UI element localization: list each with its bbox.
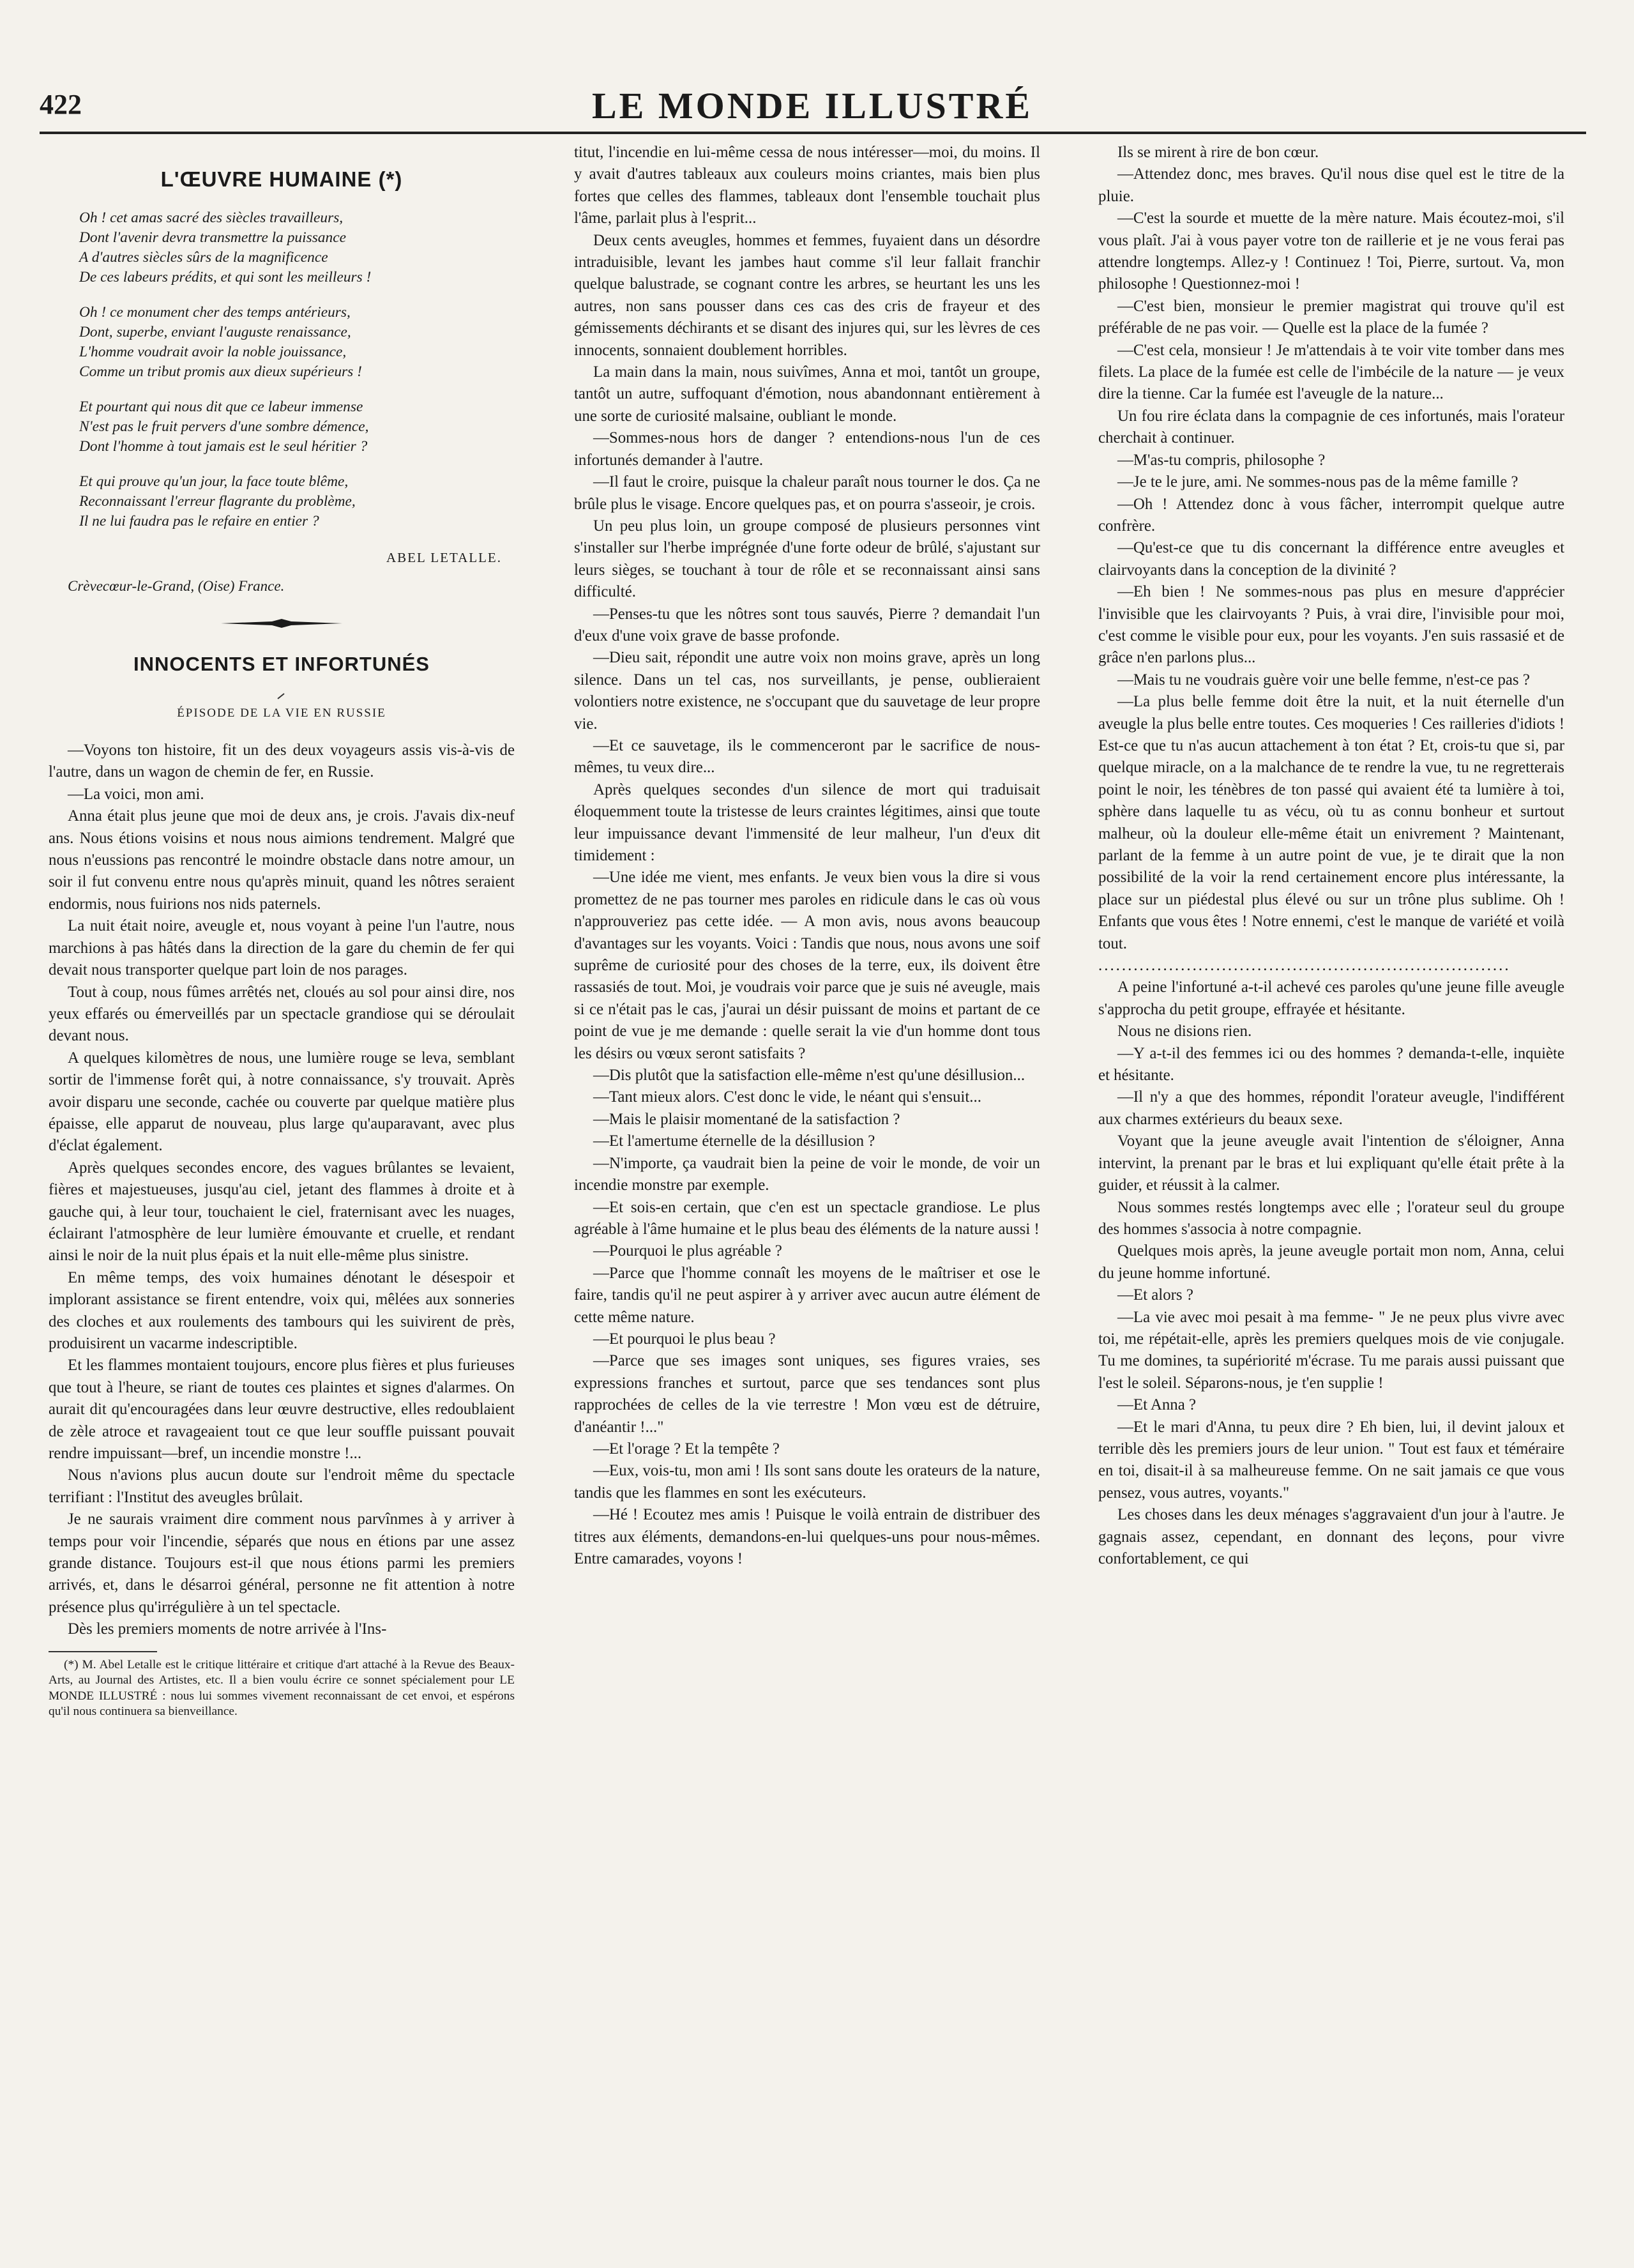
paragraph: —Parce que ses images sont uniques, ses figures vraies, ses expressions franches et surtout, parce que ses tendances sont plus rapprochées de celles de la vie terrestre ! Mon vœu est de détruire, d'anéantir !..." xyxy=(574,1352,1040,1436)
title-dash xyxy=(49,685,515,694)
paragraph: Je ne saurais vraiment dire comment nous parvînmes à y arriver à temps pour voir l'incendie, séparés que nous en étions par une assez grande distance. Toujours est-il que nous étions parmi les premiers arrivés, et, dans le désarroi général, personne ne fit attention à notre présence plus qu'irrégulière à un tel spectacle. xyxy=(49,1511,515,1616)
paragraph: Après quelques secondes d'un silence de mort qui traduisait éloquemment toute la tristesse de leurs craintes légitimes, ainsi que toute leur impuissance devant l'immensité de leur malheur, l'un d'eux dit timidement : xyxy=(574,780,1040,864)
paragraph: La nuit était noire, aveugle et, nous voyant à peine l'un l'autre, nous marchions à pas hâtés dans la direction de la gare du chemin de fer qui devait nous transporter quelque part loin de nos parages. xyxy=(49,917,515,979)
poem-stanza xyxy=(79,397,515,457)
paragraph: —Mais le plaisir momentané de la satisfaction ? xyxy=(593,1110,900,1128)
paragraph: En même temps, des voix humaines dénotant le désespoir et implorant assistance se firent entendre, voix qui, mêlées aux sonneries des cloches et aux roulements des tambours qui les suivirent de près, produisirent un vacarme indescriptible. xyxy=(49,1268,515,1352)
paragraph: Un fou rire éclata dans la compagnie de ces infortunés, mais l'orateur cherchait à continuer. xyxy=(1098,407,1564,447)
column-1 xyxy=(49,142,515,1719)
poem-body xyxy=(49,208,515,531)
column-1-text xyxy=(49,740,515,1641)
paragraph: —C'est bien, monsieur le premier magistrat qui trouve qu'il est préférable de ne pas voir. — Quelle est la place de la fumée ? xyxy=(1098,297,1564,337)
story-subtitle: ÉPISODE DE LA VIE EN RUSSIE xyxy=(177,706,386,720)
paragraph: —Une idée me vient, mes enfants. Je veux bien vous la dire si vous promettez de ne pas tourner mes paroles en ridicule dans le cas où vous n'approuveriez pas cette idée. — A mon avis, nous avons beaucoup d'avantages sur les voyants. Voici : Tandis que nous, nous avons une soif suprême de curiosité pour des choses de la terre, eux, ils doivent être rassasiés de tout. Moi, je voudrais voir parce que je suis né aveugle, mais si ce n'était pas le cas, j'aurai un désir puissant de moins et partant de ce point de vue je me demande : quelle serait la vie d'un homme dont tous les désirs ou vœux seront satisfaits ? xyxy=(574,869,1040,1062)
paragraph: Et les flammes montaient toujours, encore plus fières et plus furieuses que tout à l'heure, se riant de toutes ces plaintes et signes d'alarmes. On aurait dit qu'encouragées dans leur œuvre destructive, elles redoublaient de zèle atroce et ravageaient tout ce que leur souffle puissant pouvait rendre impuissant—bref, un incendie monstre !... xyxy=(49,1357,515,1463)
paragraph: —N'importe, ça vaudrait bien la peine de voir le monde, de voir un incendie monstre par exemple. xyxy=(574,1154,1040,1194)
paragraph: —Et ce sauvetage, ils le commenceront par le sacrifice de nous-mêmes, tu veux dire... xyxy=(574,736,1040,777)
footnote-rule xyxy=(49,1651,157,1652)
paragraph: —Et alors ? xyxy=(1117,1286,1193,1304)
poem-line: Dont l'homme à tout jamais est le seul héritier ? xyxy=(79,438,368,455)
paragraph: —Et l'orage ? Et la tempête ? xyxy=(593,1440,780,1457)
paragraph: —Eux, vois-tu, mon ami ! Ils sont sans doute les orateurs de la nature, tandis que les flammes en sont les exécuteurs. xyxy=(574,1462,1040,1502)
paragraph: —Tant mieux alors. C'est donc le vide, le néant qui s'ensuit... xyxy=(593,1088,981,1106)
poem-line: Et qui prouve qu'un jour, la face toute blême, xyxy=(79,473,349,491)
poem-line: N'est pas le fruit pervers d'une sombre démence, xyxy=(79,418,369,436)
poem-line: Oh ! ce monument cher des temps antérieurs, xyxy=(79,304,351,321)
paragraph: Tout à coup, nous fûmes arrêtés net, cloués au sol pour ainsi dire, nos yeux effarés ou émerveillés par un spectacle grandiose qui se déroulait devant nous. xyxy=(49,983,515,1045)
masthead: LE MONDE ILLUSTRÉ xyxy=(591,85,1033,126)
paragraph: —La plus belle femme doit être la nuit, et la nuit éternelle d'un aveugle la plus belle entre toutes. Ces moqueries ! Ces railleries d'idiots ! Est-ce que tu n'as aucun attachement à ton état ? Et, crois-tu que si, par quelque miracle, on a la malchance de te rendre la vue, tu ne regretterais point le noir, les ténèbres de ton passé qui avaient été ta lumière à toi, sphère dans laquelle tu as vécu, où tu as connu bonheur et surtout malheur, où la douleur elle-même était un enivrement ? Maintenant, parlant de la femme à un autre point de vue, je te dirait que la non possibilité de la voir la rend certainement encore plus intéressante, la place sur un piédestal plus élevé ou sur un trône plus sublime. Oh ! Enfants que vous êtes ! Notre ennemi, c'est le manque de variété et voilà tout. xyxy=(1098,693,1564,952)
paragraph: —Qu'est-ce que tu dis concernant la différence entre aveugles et clairvoyants dans la conception de la divinité ? xyxy=(1098,539,1564,579)
poem-line: Reconnaissant l'erreur flagrante du problème, xyxy=(79,493,356,510)
paragraph: —Je te le jure, ami. Ne sommes-nous pas de la même famille ? xyxy=(1117,473,1518,491)
paragraph: La main dans la main, nous suivîmes, Anna et moi, tantôt un groupe, tantôt un autre, suffoquant d'émotion, nous abandonnant entièrement à une sorte de curiosité malsaine, oubliant le monde. xyxy=(574,363,1040,425)
paragraph: —M'as-tu compris, philosophe ? xyxy=(1117,451,1326,469)
paragraph: Nous ne disions rien. xyxy=(1117,1023,1252,1040)
paragraph: Quelques mois après, la jeune aveugle portait mon nom, Anna, celui du jeune homme infortuné. xyxy=(1098,1242,1564,1282)
paragraph: Deux cents aveugles, hommes et femmes, fuyaient dans un désordre intraduisible, levant les jambes haut comme s'il leur fallait franchir quelque balustrade, se cognant contre les arbres, se heurtant les uns les autres, non sans pousser dans ces cas des cris de frayeur et des gémissements déchirants et se disant des injures qui, sur les lèvres de ces innocents, sonnaient doublement horribles. xyxy=(574,231,1040,359)
header-rule xyxy=(40,132,1586,134)
paragraph: —Et Anna ? xyxy=(1117,1396,1197,1414)
paragraph: —C'est la sourde et muette de la mère nature. Mais écoutez-moi, s'il vous plaît. J'ai à vous payer votre ton de raillerie et je ne vous ferai pas attendre longtemps. Allez-y ! Continuez ! Toi, Pierre, surtout. Va, mon philosophe ! Questionnez-moi ! xyxy=(1098,209,1564,293)
paragraph: Les choses dans les deux ménages s'aggravaient d'un jour à l'autre. Je gagnais assez, cependant, en donnant des leçons, pour vivre confortablement, ce qui xyxy=(1098,1506,1564,1567)
poem-line: Dont, superbe, enviant l'auguste renaissance, xyxy=(79,324,351,341)
page-number: 422 xyxy=(40,89,82,120)
paragraph: Dès les premiers moments de notre arrivée à l'Ins- xyxy=(68,1620,387,1638)
paragraph: —Y a-t-il des femmes ici ou des hommes ? demanda-t-elle, inquiète et hésitante. xyxy=(1098,1044,1564,1085)
paragraph: —Il faut le croire, puisque la chaleur paraît nous tourner le dos. Ça ne brûle plus le visage. Encore quelques pas, et on pourra s'asseoir, je crois. xyxy=(574,473,1040,513)
paragraph: ...................................................................... xyxy=(1098,957,1511,975)
paragraph: Après quelques secondes encore, des vagues brûlantes se levaient, fières et majestueuses, jusqu'au ciel, jetant des flammes à droite et à gauche qui, à leur tour, touchaient le ciel, fraternisant avec les nuages, éclairant l'atmosphère de leur lumière émouvante et cruelle, et rendant ainsi le noir de la nuit plus épais et la nuit elle-même plus sinistre. xyxy=(49,1159,515,1265)
paragraph: —Sommes-nous hors de danger ? entendions-nous l'un de ces infortunés demander à l'autre. xyxy=(574,429,1040,469)
paragraph: —La voici, mon ami. xyxy=(68,785,204,803)
paragraph: Nous n'avions plus aucun doute sur l'endroit même du spectacle terrifiant : l'Institut des aveugles brûlait. xyxy=(49,1466,515,1506)
paragraph: Ils se mirent à rire de bon cœur. xyxy=(1117,144,1319,161)
paragraph: —Mais tu ne voudrais guère voir une belle femme, n'est-ce pas ? xyxy=(1117,671,1530,689)
paragraph: —La vie avec moi pesait à ma femme- " Je ne peux plus vivre avec toi, me répétait-elle, après les premiers quelques mois de vie conjugale. Tu me domines, ta supériorité m'écrase. Tu me parais aussi puissant que l'est le soleil. Séparons-nous, je t'en supplie ! xyxy=(1098,1308,1564,1392)
column-3 xyxy=(1098,142,1564,1570)
paragraph: A peine l'infortuné a-t-il achevé ces paroles qu'une jeune fille aveugle s'approcha du petit groupe, effrayée et hésitante. xyxy=(1098,978,1564,1018)
paragraph: —Penses-tu que les nôtres sont tous sauvés, Pierre ? demandait l'un d'eux d'une voix grave de basse profonde. xyxy=(574,605,1040,644)
column-3-text xyxy=(1098,142,1564,1570)
footnote: (*) M. Abel Letalle est le critique littéraire et critique d'art attaché à la Revue des Beaux-Arts, au Journal des Artistes, etc. Il a bien voulu écrire ce sonnet spécialement pour LE MONDE ILLUSTRÉ : nous lui sommes vivement reconnaissant de cet envoi, et espérons qu'il nous continuera sa bienveillance. xyxy=(49,1657,515,1718)
paragraph: Anna était plus jeune que moi de deux ans, je crois. J'avais dix-neuf ans. Nous étions voisins et nous nous aimions tendrement. Malgré que nous n'eussions pas rencontré le moindre obstacle dans notre amour, un soir il fut convenu entre nous qu'après minuit, quand les nôtres seraient endormis, nous fuirions nos nids paternels. xyxy=(49,807,515,913)
paragraph: —Et sois-en certain, que c'en est un spectacle grandiose. Le plus agréable à l'âme humaine et le plus beau des éléments de la nature aussi ! xyxy=(574,1198,1040,1238)
ornament-divider xyxy=(49,619,515,628)
poem-place: Crèvecœur-le-Grand, (Oise) France. xyxy=(68,577,285,594)
paragraph: —Parce que l'homme connaît les moyens de le maîtriser et ose le faire, tandis qu'il ne peut aspirer à y arriver avec aucun autre élément de cette même nature. xyxy=(574,1264,1040,1326)
poem-line: Oh ! cet amas sacré des siècles travailleurs, xyxy=(79,209,344,227)
page-header xyxy=(40,85,1585,128)
poem-stanza xyxy=(79,472,515,531)
paragraph: —Et l'amertume éternelle de la désillusion ? xyxy=(593,1132,875,1150)
paragraph: —Eh bien ! Ne sommes-nous pas plus en mesure d'apprécier l'invisible que les clairvoyants ? Puis, à vrai dire, l'invisible pour moi, c'est comme le visible pour eux, pour les voyants. J'en suis rassasié et de grâce n'en parlons plus... xyxy=(1098,583,1564,667)
poem-line: Comme un tribut promis aux dieux supérieurs ! xyxy=(79,363,362,381)
poem-author: ABEL LETALLE. xyxy=(386,550,502,566)
poem-title: L'ŒUVRE HUMAINE (*) xyxy=(160,167,403,191)
poem-line: Il ne lui faudra pas le refaire en entier ? xyxy=(79,513,319,530)
column-2 xyxy=(574,142,1040,1570)
paragraph: —Pourquoi le plus agréable ? xyxy=(593,1242,782,1260)
paragraph: —Attendez donc, mes braves. Qu'il nous dise quel est le titre de la pluie. xyxy=(1098,165,1564,205)
paragraph: —Et le mari d'Anna, tu peux dire ? Eh bien, lui, il devint jaloux et terrible dès les premiers jours de leur union. " Tout est faux et téméraire en toi, disait-il à sa malheureuse femme. On ne sait jamais ce que vous pensez, vous autres, voyants." xyxy=(1098,1418,1564,1502)
paragraph: titut, l'incendie en lui-même cessa de nous intéresser—moi, du moins. Il y avait d'autres tableaux aux couleurs moins criantes, mais bien plus fortes que celles des flammes, tableaux dont l'ensemble touchait plus l'âme, parlait plus à l'esprit... xyxy=(574,144,1040,227)
column-2-text xyxy=(574,142,1040,1570)
paragraph: —Dis plutôt que la satisfaction elle-même n'est qu'une désillusion... xyxy=(593,1067,1025,1085)
paragraph: —Dieu sait, répondit une autre voix non moins grave, après un long silence. Dans un tel cas, nos surveillants, je pense, oublieraient volontiers notre existence, ne s'occupant que du sauvetage de leur propre vie. xyxy=(574,649,1040,733)
paragraph: Nous sommes restés longtemps avec elle ; l'orateur seul du groupe des hommes s'associa à notre compagnie. xyxy=(1098,1198,1564,1238)
paragraph: Un peu plus loin, un groupe composé de plusieurs personnes vint s'installer sur l'herbe imprégnée d'une forte odeur de brûlé, s'ajustant sur leurs sièges, se touchant à tour de rôle et se reconnaissant ainsi sans difficulté. xyxy=(574,517,1040,601)
paragraph: —Et pourquoi le plus beau ? xyxy=(593,1330,776,1348)
paragraph: Voyant que la jeune aveugle avait l'intention de s'éloigner, Anna intervint, la prenant par le bras et lui expliquant qu'elle était prête à la guider, et réussit à la calmer. xyxy=(1098,1132,1564,1194)
poem-line: Dont l'avenir devra transmettre la puissance xyxy=(79,229,346,247)
paragraph: —C'est cela, monsieur ! Je m'attendais à te voir vite tomber dans mes filets. La place de la fumée est celle de l'imbécile de la nature — je veux dire la tienne. Car la fumée est l'aveugle de la nature... xyxy=(1098,341,1564,403)
poem-line: De ces labeurs prédits, et qui sont les meilleurs ! xyxy=(79,269,372,286)
poem-line: A d'autres siècles sûrs de la magnificence xyxy=(79,249,328,266)
poem-line: Et pourtant qui nous dit que ce labeur immense xyxy=(79,399,363,416)
story-title: INNOCENTS ET INFORTUNÉS xyxy=(133,653,430,676)
paragraph: —Voyons ton histoire, fit un des deux voyageurs assis vis-à-vis de l'autre, dans un wagon de chemin de fer, en Russie. xyxy=(49,742,515,781)
poem-stanza xyxy=(79,208,515,287)
paragraph: —Hé ! Ecoutez mes amis ! Puisque le voilà entrain de distribuer des titres aux éléments, demandons-en-lui quelques-uns pour nous-mêmes. Entre camarades, voyons ! xyxy=(574,1506,1040,1567)
poem-stanza xyxy=(79,303,515,382)
paragraph: A quelques kilomètres de nous, une lumière rouge se leva, semblant sortir de l'immense forêt qui, à notre connaissance, s'y trouvait. Après avoir disparu une seconde, cachée ou couverte par quelque matière plus épaisse, elle apparut de nouveau, plus large qu'auparavant, avec plus d'éclat également. xyxy=(49,1049,515,1155)
poem-line: L'homme voudrait avoir la noble jouissance, xyxy=(79,344,347,361)
paragraph: —Il n'y a que des hommes, répondit l'orateur aveugle, l'indifférent aux charmes extérieurs du beaux sexe. xyxy=(1098,1088,1564,1128)
paragraph: —Oh ! Attendez donc à vous fâcher, interrompit quelque autre confrère. xyxy=(1098,495,1564,535)
